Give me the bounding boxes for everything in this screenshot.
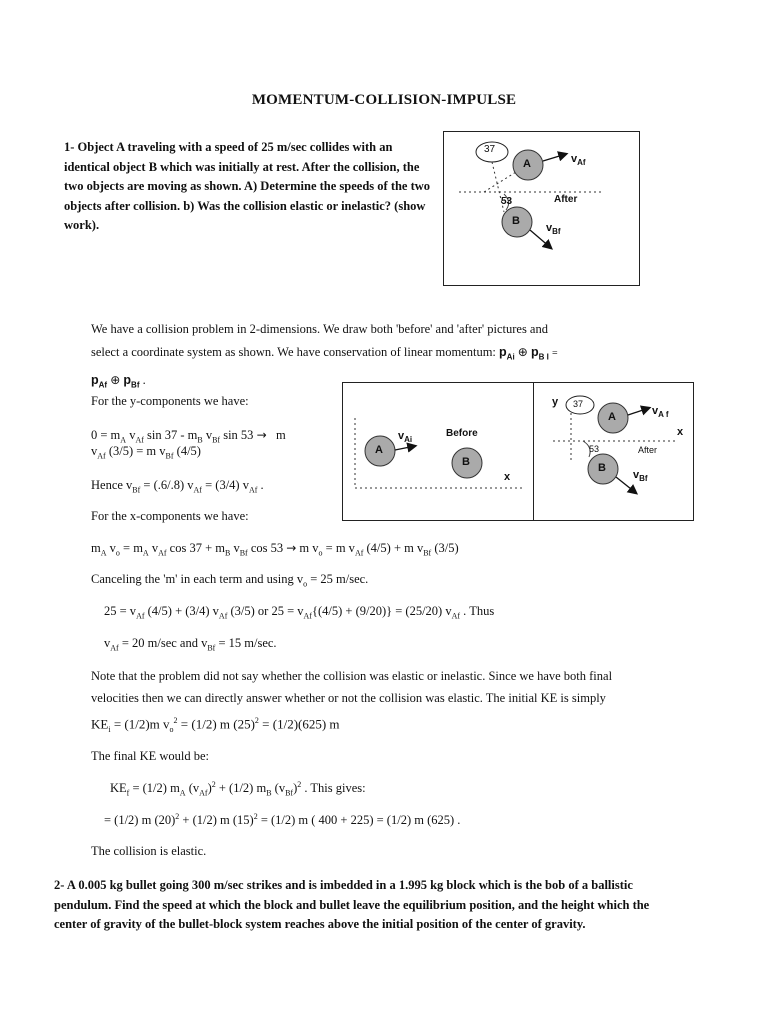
problem-2	[54, 876, 682, 935]
diagram-after-collision	[443, 131, 640, 286]
velocity-a-label: $v_{Af}$	[571, 153, 586, 168]
hence-equation: Hence $v_{Bf} = (.6/.8) v_{Af} = (3/4)$ $v_{Af}$ .	[91, 478, 264, 495]
before-velocity-arrow	[395, 446, 415, 450]
note-paragraph	[91, 665, 686, 709]
y-equation-1: $0 = m_A$ $v_{Af}$ $\sin 37 - m_B$ $v_{Bf}$ sin 53 → m	[91, 428, 286, 445]
ball-b-label: B	[512, 215, 520, 227]
x-equation: $m_A$ $v_o = m_A$ $v_{Af}$ $\cos 37 + m_B$ $v_{Bf}$ cos 53 → m $v_o = m$ $v_{Af}$ (4/5) + m $v_{Bf}$ (3/5)	[91, 541, 459, 558]
after-y-label: y	[552, 396, 559, 408]
after-label: After	[638, 445, 658, 455]
problem-text: A 0.005 kg bullet going 300 m/sec strikes and is imbedded in a 1.995 kg block which is the bob of a ballistic pendulum. Find the speed at which the block and bullet leave the equilibrium position, and the height which the center of gravity of the bullet-block system reaches above the initial position of the center of gravity.	[54, 878, 650, 931]
diagram-before-after	[342, 382, 694, 521]
solve-line-1: $25 = v_{Af}$ (4/5) + (3/4) $v_{Af}$ (3/5) or $25 = v_{Af}\{(4/5) + (9/20)\} = (25/20)$ $v_{Af}$ . Thus	[104, 604, 495, 621]
conclusion: The collision is elastic.	[91, 844, 207, 858]
note-line-2: velocities then we can directly answer whether or not the collision was elastic. The initial KE is simply	[91, 691, 606, 705]
velocity-b-label: $v_{Bf}$	[546, 222, 561, 237]
ke-result: = (1/2) m $(20)^2 + (1/2)$ m $(15)^2 = (1/2)$ m ( 400 + 225) = (1/2) m (625) .	[104, 812, 461, 828]
after-ball-a-label: A	[608, 411, 616, 423]
x-components-heading: For the x-components we have:	[91, 509, 249, 523]
ke-final: $KE_f = (1/2)$ $m_A$ $(v_{Af})^2 + (1/2)$ $m_B$ $(v_{Bf})^2$ . This gives:	[110, 780, 366, 798]
after-velocity-b-label: $v_{Bf}$	[633, 469, 648, 484]
intro-line-1: We have a collision problem in 2-dimensions. We draw both 'before' and 'after' pictures and	[91, 322, 548, 336]
angle-top-label: 37	[484, 144, 496, 155]
cancel-text: Canceling the 'm' in each term and using $v_o = 25$ m/sec.	[91, 572, 369, 589]
ball-a-label: A	[523, 158, 531, 170]
arrow-icon: →	[286, 541, 297, 555]
after-x-label: x	[677, 426, 684, 438]
ke-initial: $KE_i = (1/2)m$ $v_o^2 = (1/2)$ m $(25)^2 = (1/2)(625)$ m	[91, 716, 340, 734]
after-velocity-a-label: $v_{A f}$	[652, 405, 669, 420]
after-ball-b-label: B	[598, 462, 606, 474]
before-ball-b-label: B	[462, 456, 470, 468]
problem-text: Object A traveling with a speed of 25 m/sec collides with an identical object B which was initially at rest. After the collision, the two objects are moving as shown. A) Determine the speeds of the two objects after collision. b) Was the collision elastic or inelastic? (show work).	[64, 140, 431, 232]
note-line-1: Note that the problem did not say whether the collision was elastic or inelastic. Since we have both final	[91, 669, 613, 683]
y-components-heading: For the y-components we have:	[91, 394, 249, 408]
before-x-label: x	[504, 471, 511, 483]
after-angle-top-label: 37	[573, 399, 584, 409]
after-angle-bottom-label: 53	[589, 444, 600, 454]
before-label: Before	[446, 428, 478, 439]
arrow-icon: →	[256, 428, 267, 442]
before-velocity-label: $v_{Ai}$	[398, 430, 413, 445]
problem-number: 1-	[64, 140, 75, 154]
y-equation-2: $v_{Af}$ (3/5) = m $v_{Bf}$ (4/5)	[91, 444, 201, 461]
problem-number: 2-	[54, 878, 65, 892]
after-velocity-arrow-a	[628, 408, 649, 415]
diagram-1-svg	[444, 132, 639, 285]
final-ke-label: The final KE would be:	[91, 749, 210, 763]
diagram-divider	[533, 383, 534, 520]
velocity-arrow-a	[543, 154, 566, 161]
after-label: After	[554, 194, 578, 205]
problem-1	[64, 138, 440, 236]
before-ball-a-label: A	[375, 444, 383, 456]
intro-line-2: select a coordinate system as shown. We have conservation of linear momentum: $p_{Ai}$ ⊕ $p_{B I}$ =	[91, 345, 558, 362]
page-title: MOMENTUM-COLLISION-IMPULSE	[251, 92, 517, 108]
solve-line-2: $v_{Af} = 20$ m/sec and $v_{Bf} = 15$ m/sec.	[104, 636, 277, 653]
intro-line-3: $p_{Af}$ ⊕ $p_{Bf}$ .	[91, 372, 146, 389]
angle-bottom-label: 53	[501, 196, 513, 207]
